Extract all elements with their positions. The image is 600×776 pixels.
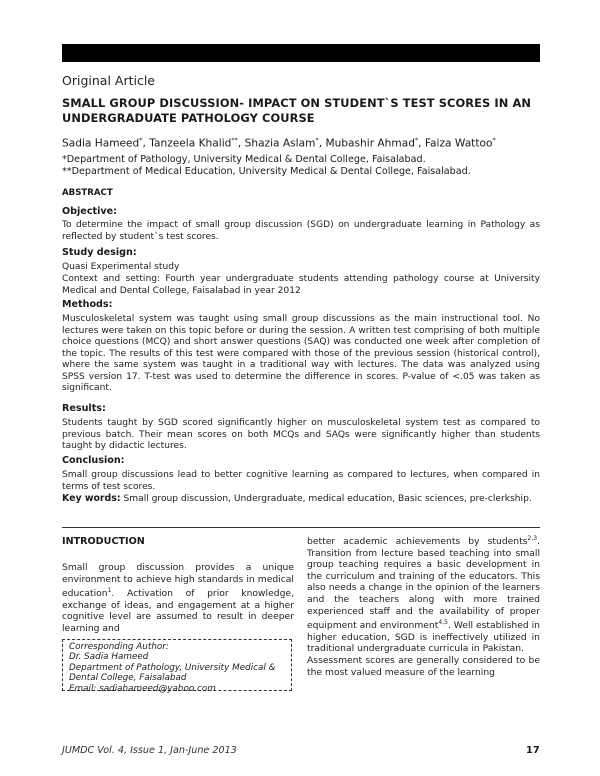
results-text: Students taught by SGD scored significantly higher on musculoskeletal system test as compared to previous batch. Their mean scores on both MCQs and SAQs were significantly higher than students taught by didactic lectures. [62, 418, 540, 451]
introduction-heading: INTRODUCTION [62, 536, 145, 547]
methods-heading: Methods: [62, 299, 113, 310]
author-name: Mubashir Ahmad [325, 137, 415, 150]
keywords [62, 493, 540, 506]
corresponding-dept: Department of Pathology, University Medical & Dental College, Faisalabad [69, 662, 276, 684]
author-mark: * [315, 136, 319, 144]
citation: 2,3 [527, 535, 538, 542]
author-mark: ** [231, 136, 238, 144]
conclusion-heading: Conclusion: [62, 455, 125, 466]
introduction-left-column [62, 562, 294, 635]
section-divider [62, 527, 540, 528]
conclusion-text: Small group discussions lead to better cognitive learning as compared to lectures, when compared in terms of test scores. [62, 470, 540, 492]
objective-text: To determine the impact of small group discussion (SGD) on undergraduate learning in Pathology as reflected by student`s test scores. [62, 220, 540, 242]
intro-text: Small group discussion provides a unique environment to achieve high standards in medical education [62, 562, 294, 600]
author-name: Sadia Hameed [62, 137, 140, 150]
introduction-right-column [307, 533, 540, 678]
keywords-label: Key words: [62, 493, 121, 504]
intro-text: . Well established in higher education, SGD is ineffectively utilized in traditional undergraduate curricula in Pakistan. [307, 620, 540, 655]
abstract-label: ABSTRACT [62, 188, 113, 198]
intro-text: Assessment scores are generally considered to be the most valued measure of the learning [307, 655, 540, 678]
context-text: Context and setting: Fourth year undergraduate students attending pathology course at University Medical and Dental College, Faisalabad in year 2012 [62, 274, 540, 296]
author-name: Shazia Aslam [244, 137, 316, 150]
corresponding-email: Email: sadiahameed@yahoo.com [69, 683, 216, 694]
citation: 1 [107, 587, 112, 595]
author-name: Tanzeela Khalid [149, 137, 232, 150]
affiliation-medical-education: **Department of Medical Education, University Medical & Dental College, Faisalabad. [62, 166, 471, 177]
intro-text: better academic achievements by students [307, 536, 528, 548]
intro-text: . Activation of prior knowledge, exchange of ideas, and engagement at a higher cognitive level are assumed to result in deeper learning and [62, 588, 294, 635]
author-list: Sadia Hameed*, Tanzeela Khalid**, Shazia Aslam*, Mubashir Ahmad*, Faiza Wattoo* [62, 136, 496, 150]
study-design-heading: Study design: [62, 247, 137, 258]
keywords-text: Small group discussion, Undergraduate, medical education, Basic sciences, pre-clerkship. [123, 494, 532, 504]
author-mark: * [139, 136, 143, 144]
corresponding-author-box [62, 639, 292, 694]
article-type: Original Article [62, 73, 155, 88]
study-design-text: Quasi Experimental study [62, 262, 180, 272]
header-bar [62, 44, 540, 62]
journal-citation: JUMDC Vol. 4, Issue 1, Jan-June 2013 [62, 745, 237, 756]
corresponding-name: Dr. Sadia Hameed [69, 652, 149, 663]
results-heading: Results: [62, 403, 106, 414]
author-name: Faiza Wattoo [424, 137, 493, 150]
objective-heading: Objective: [62, 206, 117, 217]
corresponding-label: Corresponding Author: [69, 642, 169, 652]
article-title: SMALL GROUP DISCUSSION- IMPACT ON STUDENT`S TEST SCORES IN AN UNDERGRADUATE PATHOLOGY COURSE [62, 96, 531, 125]
methods-text: Musculoskeletal system was taught using small group discussions as the main instructional tool. No lectures were taken on this topic before or during the session. A written test comprising of both multiple choice questions (MCQ) and short answer questions (SAQ) was conducted one week after completion of the topic. The results of this test were compared with those of the previous session (historical control), where the same system was taught in a traditional way with lectures. The data was analyzed using SPSS version 17. T-test was used to determine the difference in scores. P-value of <.05 was taken as significant. [62, 314, 540, 393]
citation: 4,5 [438, 619, 448, 627]
intro-text: . Transition from lecture based teaching into small group teaching requires a basic development in the curriculum and training of the educators. This also needs a change in the opinion of the learners and the teachers along with more trained experienced staff and the availability of proper equipment and environment [307, 536, 540, 632]
author-mark: * [492, 136, 496, 144]
page-number: 17 [526, 745, 540, 756]
affiliation-pathology: *Department of Pathology, University Medical & Dental College, Faisalabad. [62, 154, 426, 165]
author-mark: * [414, 136, 419, 144]
